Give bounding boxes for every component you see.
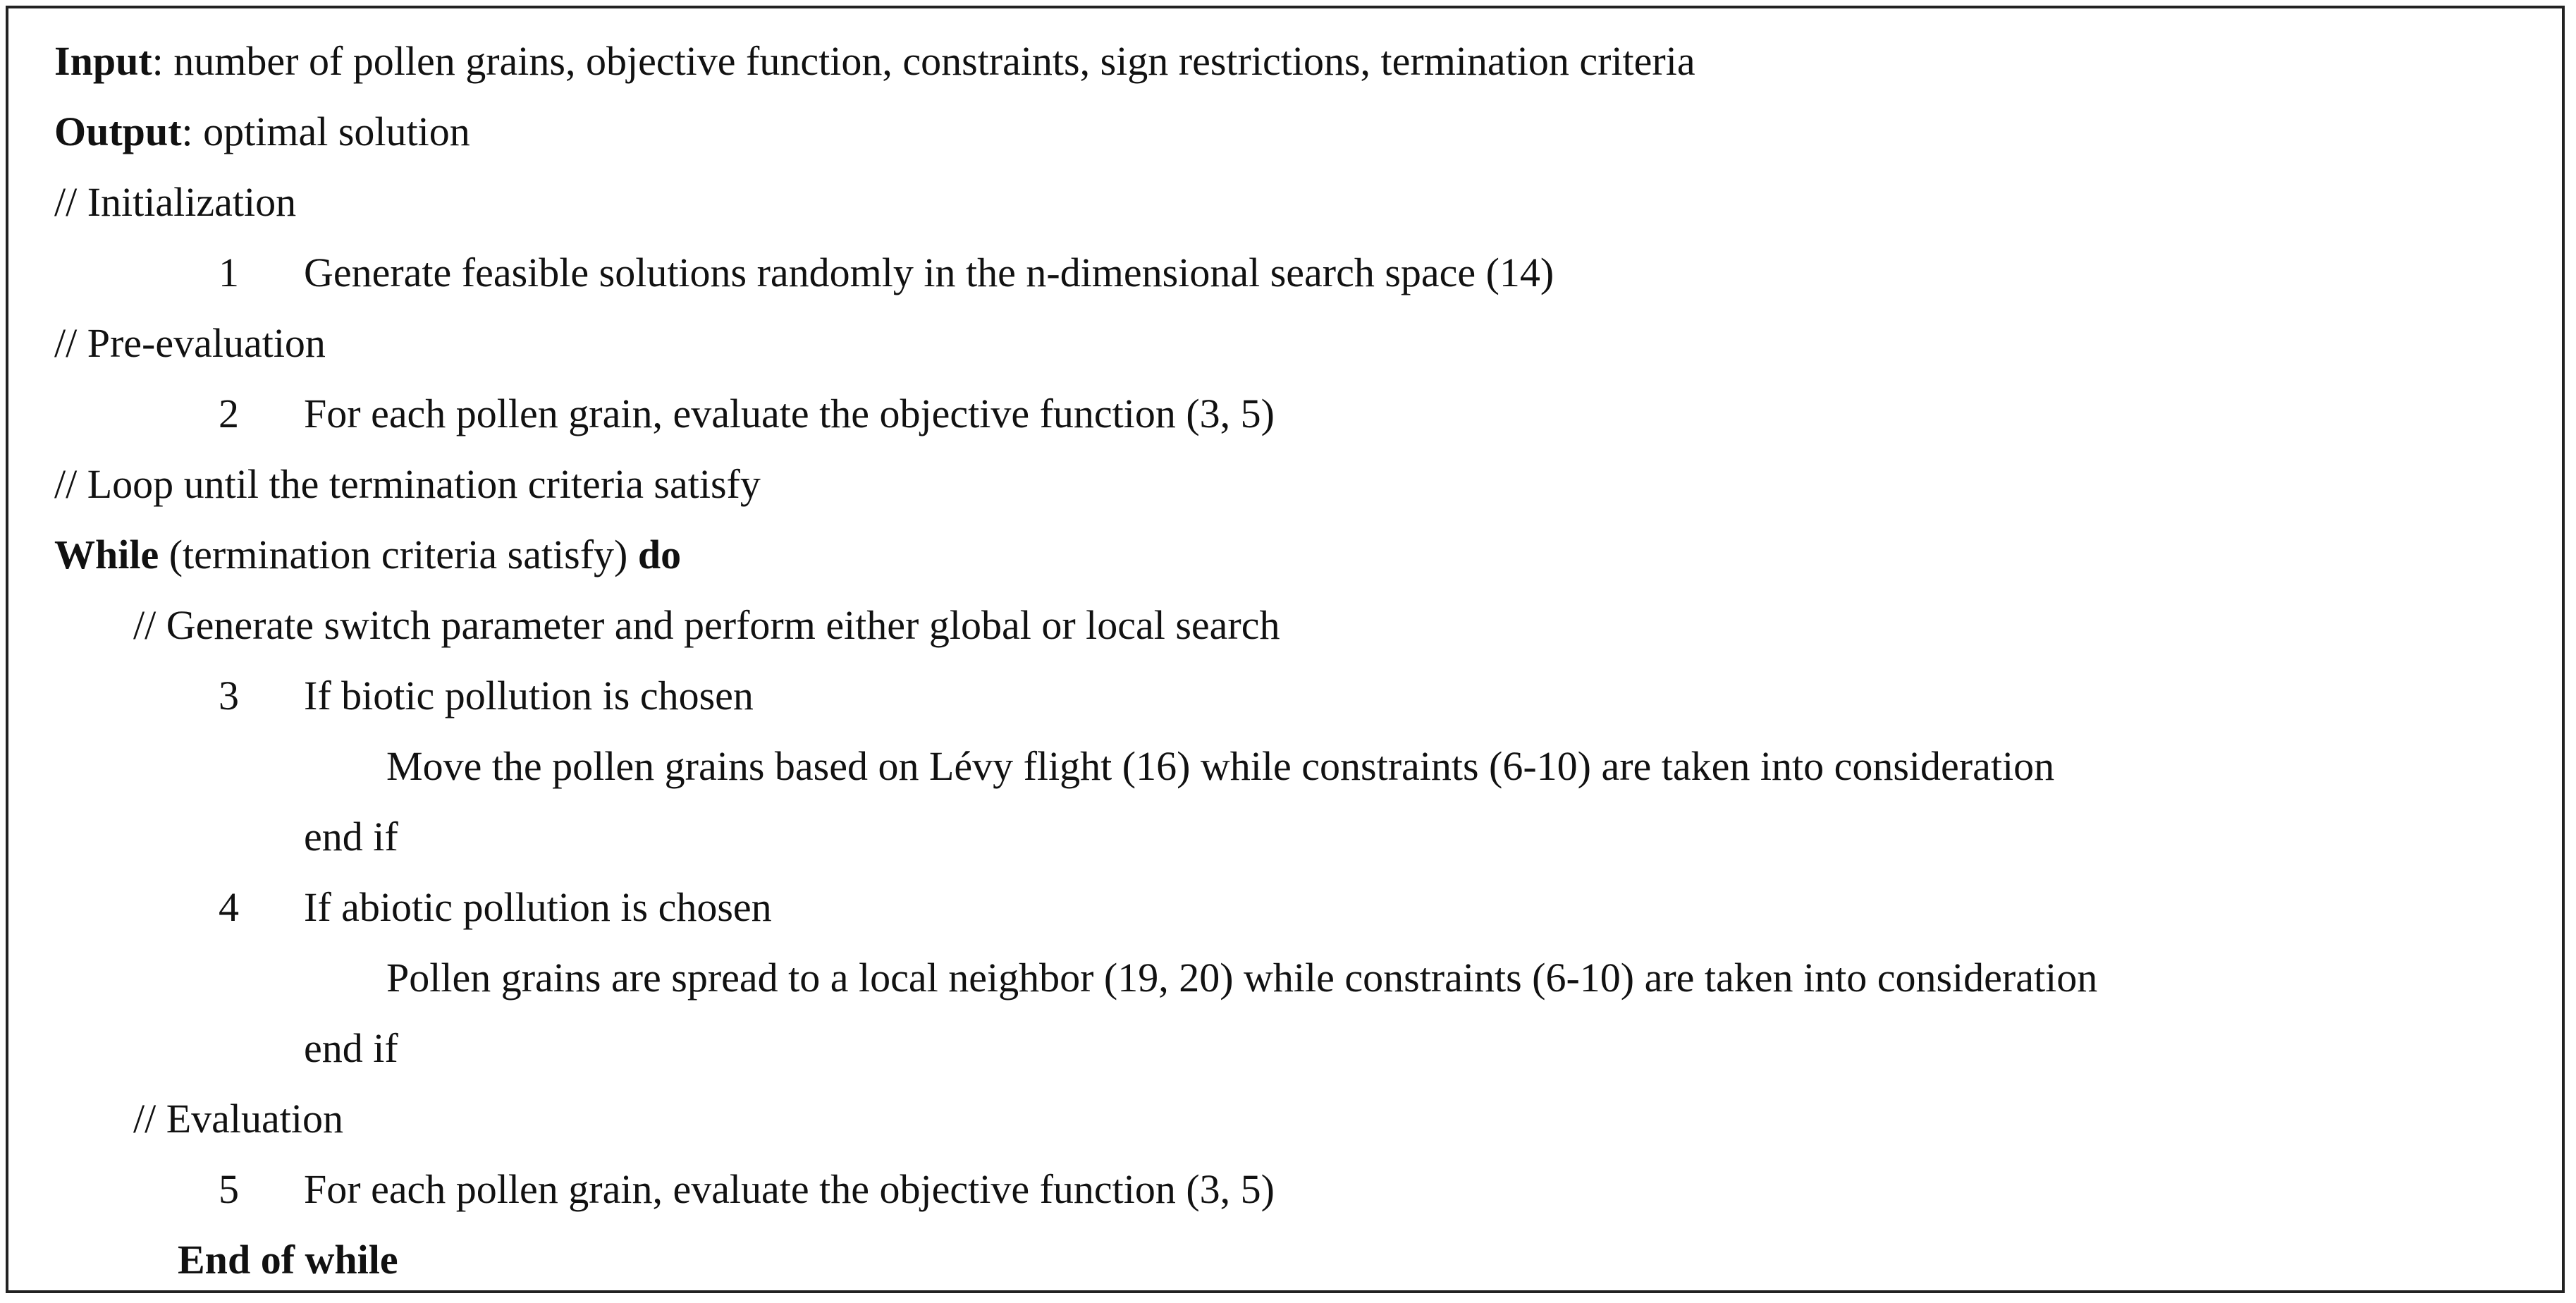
step-4: If abiotic pollution is chosen	[304, 884, 772, 930]
comment-evaluation: // Evaluation	[133, 1096, 343, 1142]
step-number-5: 5	[219, 1166, 239, 1212]
step-3: If biotic pollution is chosen	[304, 673, 754, 718]
input-text: : number of pollen grains, objective function, constraints, sign restrictions, termination criteria	[152, 38, 1695, 84]
comment-switch: // Generate switch parameter and perform either global or local search	[133, 602, 1280, 648]
output-label: Output	[54, 109, 182, 154]
input-label: Input	[54, 38, 152, 84]
output-text: : optimal solution	[181, 109, 470, 154]
comment-initialization: // Initialization	[54, 179, 297, 225]
while-line	[54, 530, 681, 580]
output-line	[54, 107, 470, 157]
step-4-body: Pollen grains are spread to a local neighbor (19, 20) while constraints (6-10) are taken into consideration	[386, 955, 2098, 1001]
step-number-3: 3	[219, 673, 239, 718]
end-while: End of while	[178, 1237, 398, 1283]
step-3-end: end if	[304, 814, 398, 860]
step-number-1: 1	[219, 250, 239, 295]
step-4-end: end if	[304, 1025, 398, 1071]
comment-loop: // Loop until the termination criteria satisfy	[54, 461, 761, 507]
while-keyword: While	[54, 532, 159, 577]
comment-pre-evaluation: // Pre-evaluation	[54, 320, 326, 366]
input-line	[54, 37, 1695, 86]
do-keyword: do	[637, 532, 682, 577]
step-number-4: 4	[219, 884, 239, 930]
step-2: For each pollen grain, evaluate the objective function (3, 5)	[304, 391, 1275, 436]
while-condition: (termination criteria satisfy)	[159, 532, 638, 577]
step-3-body: Move the pollen grains based on Lévy flight (16) while constraints (6-10) are taken into consideration	[386, 743, 2055, 789]
step-number-2: 2	[219, 391, 239, 436]
step-1: Generate feasible solutions randomly in the n-dimensional search space (14)	[304, 250, 1554, 295]
step-5: For each pollen grain, evaluate the objective function (3, 5)	[304, 1166, 1275, 1212]
